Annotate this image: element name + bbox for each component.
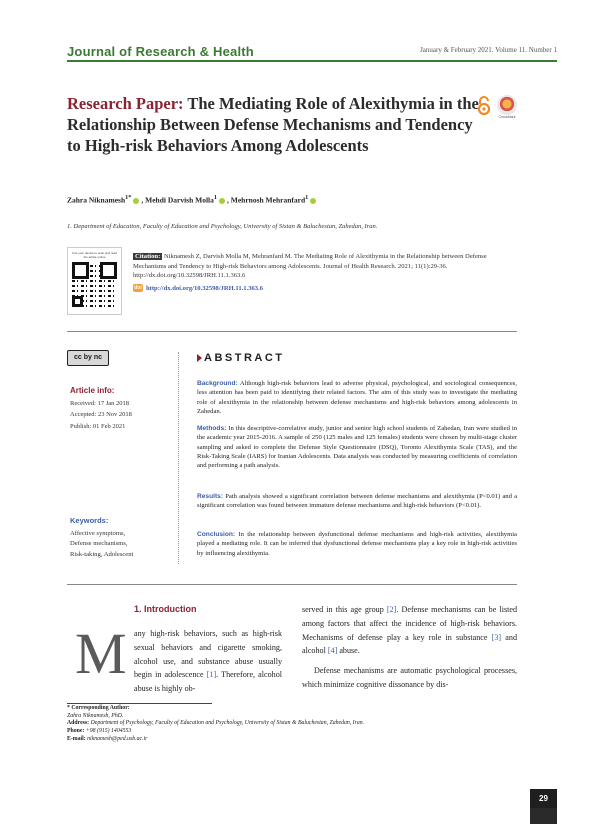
crossmark-label: CrossMark	[498, 115, 516, 119]
abstract-heading: ABSTRACT	[197, 352, 285, 364]
page-number: 29	[530, 789, 557, 808]
reference-link[interactable]: [1]	[206, 670, 217, 680]
intro-right-col	[302, 603, 517, 658]
methods-label: Methods:	[197, 425, 227, 432]
published-date: Publish: 01 Feb 2021	[70, 422, 126, 430]
article-info	[70, 385, 132, 432]
reference-link[interactable]: [2]	[386, 605, 397, 614]
corr-heading: * Corresponding Author:	[67, 705, 130, 711]
corr-address: Department of Psychology, Faculty of Education and Psychology, University of Sistan & Baluchestan, Zahedan, Iran.	[90, 720, 365, 727]
corr-phone: +98 (915) 1404553	[85, 728, 132, 735]
abstract-background	[197, 379, 517, 416]
crossmark-icon[interactable]	[496, 95, 518, 121]
article-title	[67, 93, 487, 156]
corr-email[interactable]: niknamesh@ped.usb.ac.ir	[87, 735, 148, 742]
reference-link[interactable]: [4]	[327, 646, 338, 656]
background-label: Background:	[197, 380, 238, 387]
conclusion-label: Conclusion:	[197, 531, 236, 538]
journal-header	[67, 44, 557, 60]
affiliation: 1. Department of Education, Faculty of Education and Psychology, University of Sistan & Baluchestan, Zahedan, Iran.	[67, 223, 378, 230]
background-text: Although high-risk behaviors lead to adverse physical, psychological, and sociological consequences, less attention has been paid to identifying their related factors. The aim of this study was to investigate the mediating role of alexithymia in the relationship between defense mechanisms and high-risk behaviors among adolescents in Zahedan.	[197, 380, 517, 415]
keyword-line: Risk-taking, Adolescent	[70, 550, 134, 558]
corr-name: Zahra Niknamesh, PhD.	[67, 712, 124, 719]
journal-name: Journal of Research & Health	[67, 44, 254, 59]
intro-text: and alcohol	[302, 632, 517, 656]
author-list: Zahra Niknamesh$^{1*}$ , Mehdi Darvish Molla$^1$ , Mehrnosh Mehranfard$^1$	[67, 194, 318, 205]
qr-caption: Use your device to scan and read the article online	[72, 251, 117, 259]
conclusion-text: In the relationship between dysfunctional defense mechanisms and high-risk activities, alexithymia played a mediating role. It can be inferred that dysfunctional defense mechanisms play a key role in high-risk activities by influencing alexithymia.	[197, 531, 517, 557]
author-sup: 1	[213, 194, 218, 201]
citation-block	[133, 252, 513, 293]
doi-icon: doi	[134, 284, 142, 291]
intro-heading: 1. Introduction	[134, 604, 197, 614]
divider	[67, 331, 517, 332]
results-text: Path analysis showed a significant correlation between defense mechanisms and alexithymia (P<0.01) and a significant correlation was found between immature defense mechanisms and high-risk behaviors (P<0.01).	[197, 493, 518, 510]
abstract-results	[197, 492, 517, 511]
doi-line	[133, 284, 513, 294]
citation-label: Citation:	[135, 253, 161, 260]
page-tab	[530, 808, 557, 824]
qr-code-icon	[72, 262, 117, 307]
article-type: Research Paper:	[67, 94, 184, 113]
orcid-icon[interactable]	[219, 198, 225, 204]
abstract-methods	[197, 424, 517, 470]
corr-email-label: E-mail:	[67, 735, 86, 742]
author-name: Mehdi Darvish Molla	[145, 195, 214, 205]
intro-left-col-top	[134, 627, 282, 696]
keywords	[70, 516, 133, 560]
qr-code-box[interactable]	[67, 247, 122, 315]
abstract-conclusion	[197, 530, 517, 558]
accepted-date: Accepted: 23 Nov 2018	[70, 411, 132, 418]
drop-cap: M	[75, 621, 127, 686]
methods-text: In this descriptive-correlative study, junior and senior high school students of Zahedan, Iran were studied in the academic year 2015-2016. A sample of 250 (125 males and 125 females) students were chosen by multi-stage cluster sampling and asked to complete the Defense Style Questionnaire (DSQ), Toronto Alexithymia Scale (TAS), and the Risk-Taking Scale (IARS) for Iranian Adolescents. Data analysis was conducted by measuring coefficients of correlation and performing a path analysis.	[197, 425, 517, 470]
doi-link[interactable]: http://dx.doi.org/10.32598/JRH.11.1.363.6	[146, 284, 264, 292]
intro-right-para-2: Defense mechanisms are automatic psychological processes, which minimize cognitive dissonance by dis-	[302, 666, 517, 689]
keyword-line: Defense mechanisms,	[70, 540, 128, 547]
intro-text: . Defense mechanisms can be listed among factors that affect the incidence of high-risk behaviors. Mechanisms of defense play a key role in substance	[302, 605, 517, 642]
intro-text: abuse.	[337, 646, 360, 656]
citation-text: Niknamesh Z, Darvish Molla M, Mehranfard M. The Mediating Role of Alexithymia in the Relationship between Defense Mechanisms and Tendency to High-risk Behaviors among Adolescents. Journal of Health Research. 2021; 11(1):29-36. http://dx.doi.org/10.32598/JRH.11.1.363.6	[133, 253, 487, 279]
orcid-icon[interactable]	[133, 198, 139, 204]
keyword-line: Affective symptoms,	[70, 529, 126, 537]
received-date: Received: 17 Jan 2018	[70, 399, 130, 407]
title-text: The Mediating Role of Alexithymia in the Relationship Between Defense Mechanisms and Tendency to High-risk Behaviors Among Adolescents	[67, 94, 479, 155]
author-sup: 1*	[125, 194, 132, 201]
orcid-icon[interactable]	[310, 198, 316, 204]
open-access-icon	[477, 96, 491, 116]
header-rule	[67, 60, 557, 62]
author-name: Mehrnosh Mehranfard	[230, 195, 306, 205]
divider	[67, 584, 517, 585]
column-separator	[178, 352, 179, 564]
keywords-heading: Keywords:	[70, 516, 109, 525]
corresponding-author	[67, 705, 487, 744]
article-info-heading: Article info:	[70, 386, 115, 395]
reference-link[interactable]: [3]	[491, 632, 502, 642]
author-name: Zahra Niknamesh	[67, 195, 126, 205]
intro-text: served in this age group	[302, 605, 387, 614]
corr-phone-label: Phone:	[67, 728, 85, 735]
results-label: Results:	[197, 493, 224, 500]
intro-text: . Therefore, alcohol abuse is highly ob-	[134, 670, 283, 694]
footnote-rule	[67, 703, 212, 704]
issue-info: January & February 2021. Volume 11. Number 1	[420, 46, 557, 54]
corr-address-label: Address:	[67, 720, 90, 727]
author-sup: 1	[305, 194, 309, 201]
intro-text: any high-risk behaviors, such as high-risk sexual behaviors and cigarette smoking, alcohol use, and substance abuse usually begin in adolescence	[134, 629, 282, 680]
cc-license-icon[interactable]: cc by nc	[67, 350, 109, 366]
